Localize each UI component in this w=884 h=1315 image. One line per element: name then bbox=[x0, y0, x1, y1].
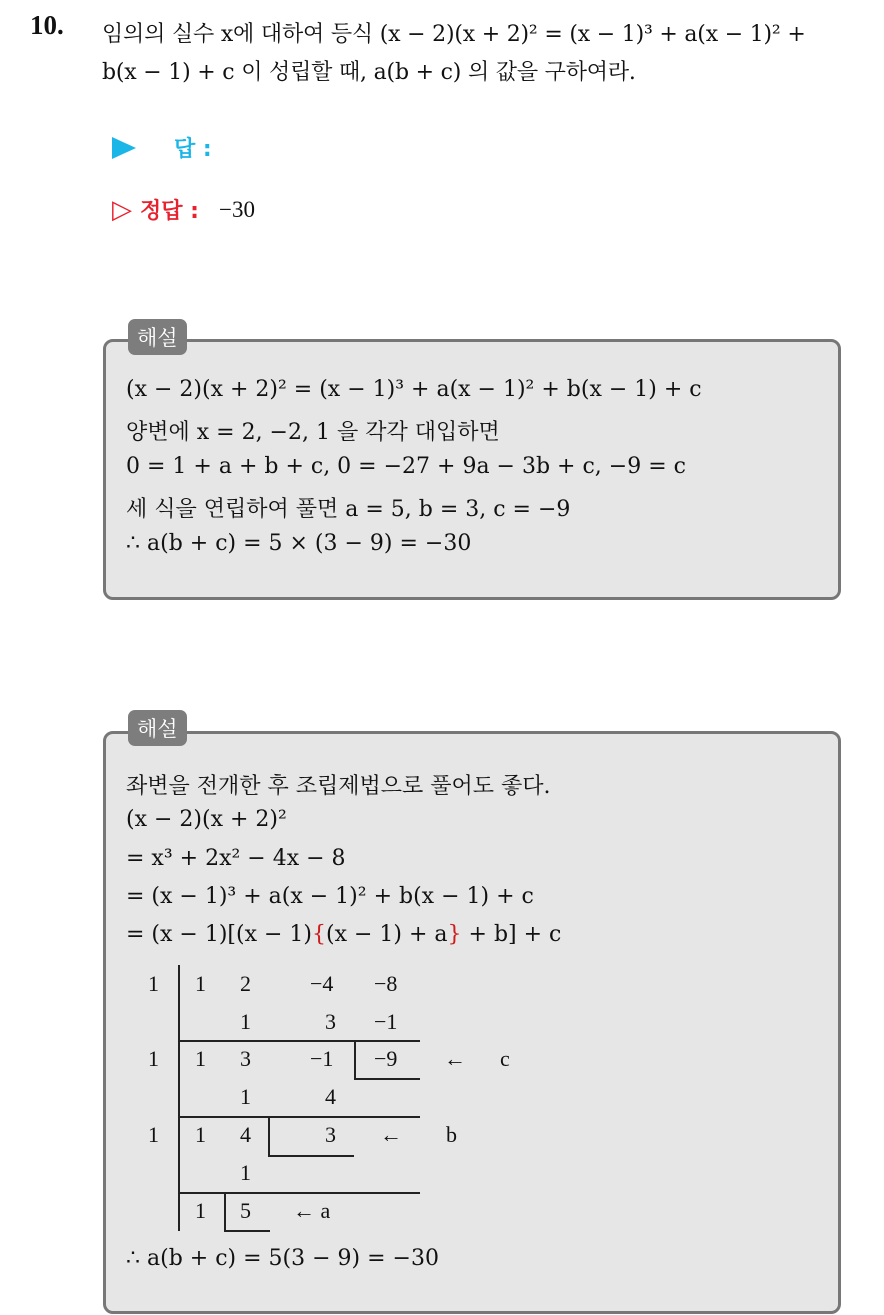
sd-label-b: b bbox=[446, 1122, 457, 1147]
sd-rule bbox=[178, 1192, 420, 1194]
correct-answer-value: −30 bbox=[218, 196, 255, 222]
sd-cell: 1 bbox=[195, 971, 206, 996]
sd-label-c: c bbox=[500, 1046, 510, 1071]
question-text-line2: b(x − 1) + c 이 성립할 때, a(b + c) 의 값을 구하여라. bbox=[102, 60, 636, 85]
correct-answer-row bbox=[112, 194, 255, 225]
sd-cell: −8 bbox=[374, 971, 398, 996]
solution-tag-1: 해설 bbox=[128, 319, 187, 355]
solution2-conclusion: ∴ a(b + c) = 5(3 − 9) = −30 bbox=[126, 1246, 439, 1271]
sd-cell: 1 bbox=[240, 1160, 251, 1185]
sd-cell: 1 bbox=[240, 1009, 251, 1034]
nested-close-brace: } bbox=[447, 922, 462, 947]
sd-cell: 1 bbox=[195, 1046, 206, 1071]
solution1-line: 0 = 1 + a + b + c, 0 = −27 + 9a − 3b + c, −9 = c bbox=[126, 454, 686, 479]
nested-expression bbox=[126, 922, 561, 947]
sd-cell: 4 bbox=[325, 1084, 336, 1109]
solution1-line: 양변에 x = 2, −2, 1 을 각각 대입하면 bbox=[126, 420, 500, 445]
sd-cell: −1 bbox=[310, 1046, 334, 1071]
nested-open-brace: { bbox=[312, 922, 326, 947]
sd-cell: 3 bbox=[325, 1122, 336, 1147]
solution2-line: (x − 2)(x + 2)² bbox=[126, 807, 287, 832]
sd-remainder-box bbox=[268, 1155, 354, 1157]
sd-cell: 2 bbox=[240, 971, 251, 996]
sd-divisor: 1 bbox=[148, 1046, 159, 1071]
sd-remainder-box bbox=[354, 1042, 356, 1080]
outline-triangle-icon: ▷ bbox=[112, 194, 132, 225]
sd-remainder-box bbox=[354, 1078, 420, 1080]
sd-cell: −9 bbox=[374, 1046, 398, 1071]
question-number: 10. bbox=[30, 10, 64, 40]
nested-pre: = (x − 1)[(x − 1) bbox=[126, 922, 312, 947]
solution1-line: ∴ a(b + c) = 5 × (3 − 9) = −30 bbox=[126, 531, 472, 556]
solution2-line: = (x − 1)³ + a(x − 1)² + b(x − 1) + c bbox=[126, 884, 534, 909]
sd-cell: 3 bbox=[240, 1046, 251, 1071]
sd-remainder-box bbox=[224, 1194, 226, 1232]
arrow-b-icon: ← bbox=[380, 1122, 402, 1147]
sd-cell: 1 bbox=[240, 1084, 251, 1109]
sd-rule bbox=[178, 1116, 420, 1118]
sd-cell: 3 bbox=[325, 1009, 336, 1034]
sd-cell: 4 bbox=[240, 1122, 251, 1147]
sd-cell: 1 bbox=[195, 1198, 206, 1223]
sd-cell: 1 bbox=[195, 1122, 206, 1147]
sd-divisor: 1 bbox=[148, 971, 159, 996]
nested-mid: (x − 1) + a bbox=[326, 922, 448, 947]
arrow-c-icon: ← bbox=[444, 1046, 466, 1071]
sd-remainder-box bbox=[268, 1118, 270, 1156]
sd-cell: −1 bbox=[374, 1009, 398, 1034]
solution2-line: = x³ + 2x² − 4x − 8 bbox=[126, 846, 346, 871]
solution1-line: (x − 2)(x + 2)² = (x − 1)³ + a(x − 1)² + b(x − 1) + c bbox=[126, 377, 702, 402]
sd-divisor: 1 bbox=[148, 1122, 159, 1147]
sd-cell: −4 bbox=[310, 971, 334, 996]
sd-remainder-box bbox=[224, 1230, 270, 1232]
solution-tag-2: 해설 bbox=[128, 710, 187, 746]
question-text-line1: 임의의 실수 x에 대하여 등식 (x − 2)(x + 2)² = (x − 1)³ + a(x − 1)² + bbox=[102, 22, 806, 47]
sd-cell: 5 bbox=[240, 1198, 251, 1223]
filled-triangle-icon bbox=[112, 137, 136, 159]
sd-rule bbox=[178, 1040, 420, 1042]
solution1-line: 세 식을 연립하여 풀면 a = 5, b = 3, c = −9 bbox=[126, 497, 571, 522]
solution2-line: 좌변을 전개한 후 조립제법으로 풀어도 좋다. bbox=[126, 774, 551, 799]
answer-label: 답 : bbox=[174, 137, 212, 162]
nested-post: + b] + c bbox=[461, 922, 562, 947]
correct-answer-label: 정답 : bbox=[140, 199, 199, 224]
arrow-a-icon: ← a bbox=[293, 1198, 331, 1223]
answer-row bbox=[112, 132, 212, 163]
